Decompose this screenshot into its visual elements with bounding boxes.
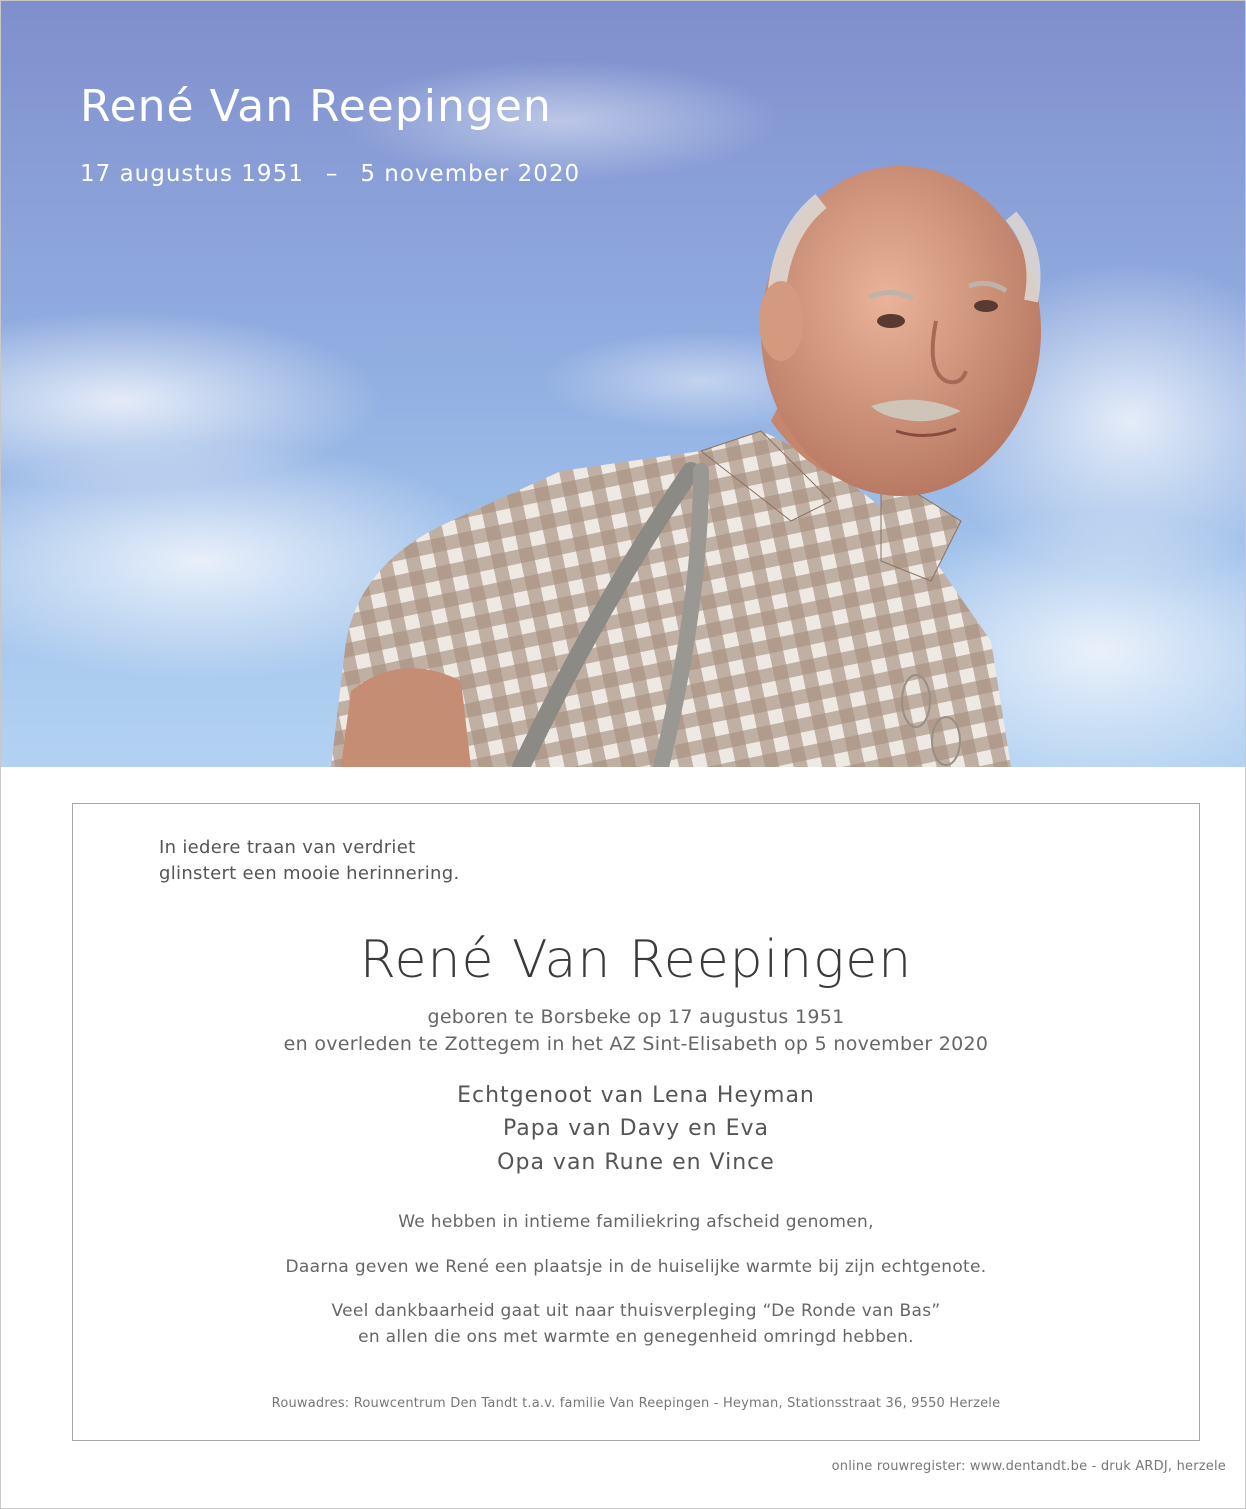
hero-date-dash: – <box>325 161 339 187</box>
message-thanks-line-2: en allen die ons met warmte en genegenheid omringd hebben. <box>358 1327 914 1347</box>
message-farewell: We hebben in intieme familiekring afscheid genomen, <box>398 1212 874 1232</box>
hero-death-date: 5 november 2020 <box>360 161 581 187</box>
deceased-name: René Van Reepingen <box>359 930 913 990</box>
relation-spouse: Echtgenoot van Lena Heyman <box>457 1083 815 1108</box>
obituary-card <box>72 803 1200 1441</box>
mourning-address: Rouwadres: Rouwcentrum Den Tandt t.a.v. familie Van Reepingen - Heyman, Stationsstraat 36, 9550 Herzele <box>271 1396 1001 1411</box>
quote-line-1: In iedere traan van verdriet <box>159 837 416 858</box>
message-resting-place: Daarna geven we René een plaatsje in de huiselijke warmte bij zijn echtgenote. <box>285 1257 987 1277</box>
birth-info: geboren te Borsbeke op 17 augustus 1951 <box>427 1006 845 1028</box>
hero-photo <box>1 1 1245 767</box>
relation-children: Papa van Davy en Eva <box>503 1116 769 1141</box>
death-info: en overleden te Zottegem in het AZ Sint-Elisabeth op 5 november 2020 <box>283 1033 989 1055</box>
quote-line-2: glinstert een mooie herinnering. <box>159 863 460 884</box>
relation-grandchildren: Opa van Rune en Vince <box>497 1150 775 1175</box>
quote <box>159 835 460 887</box>
hero-dates <box>80 161 580 187</box>
message-thanks-line-1: Veel dankbaarheid gaat uit naar thuisverpleging “De Ronde van Bas” <box>331 1301 941 1321</box>
hero-name: René Van Reepingen <box>80 81 552 132</box>
footer-credits: online rouwregister: www.dentandt.be - druk ARDJ, herzele <box>831 1459 1226 1474</box>
hero-birth-date: 17 augustus 1951 <box>80 161 304 187</box>
